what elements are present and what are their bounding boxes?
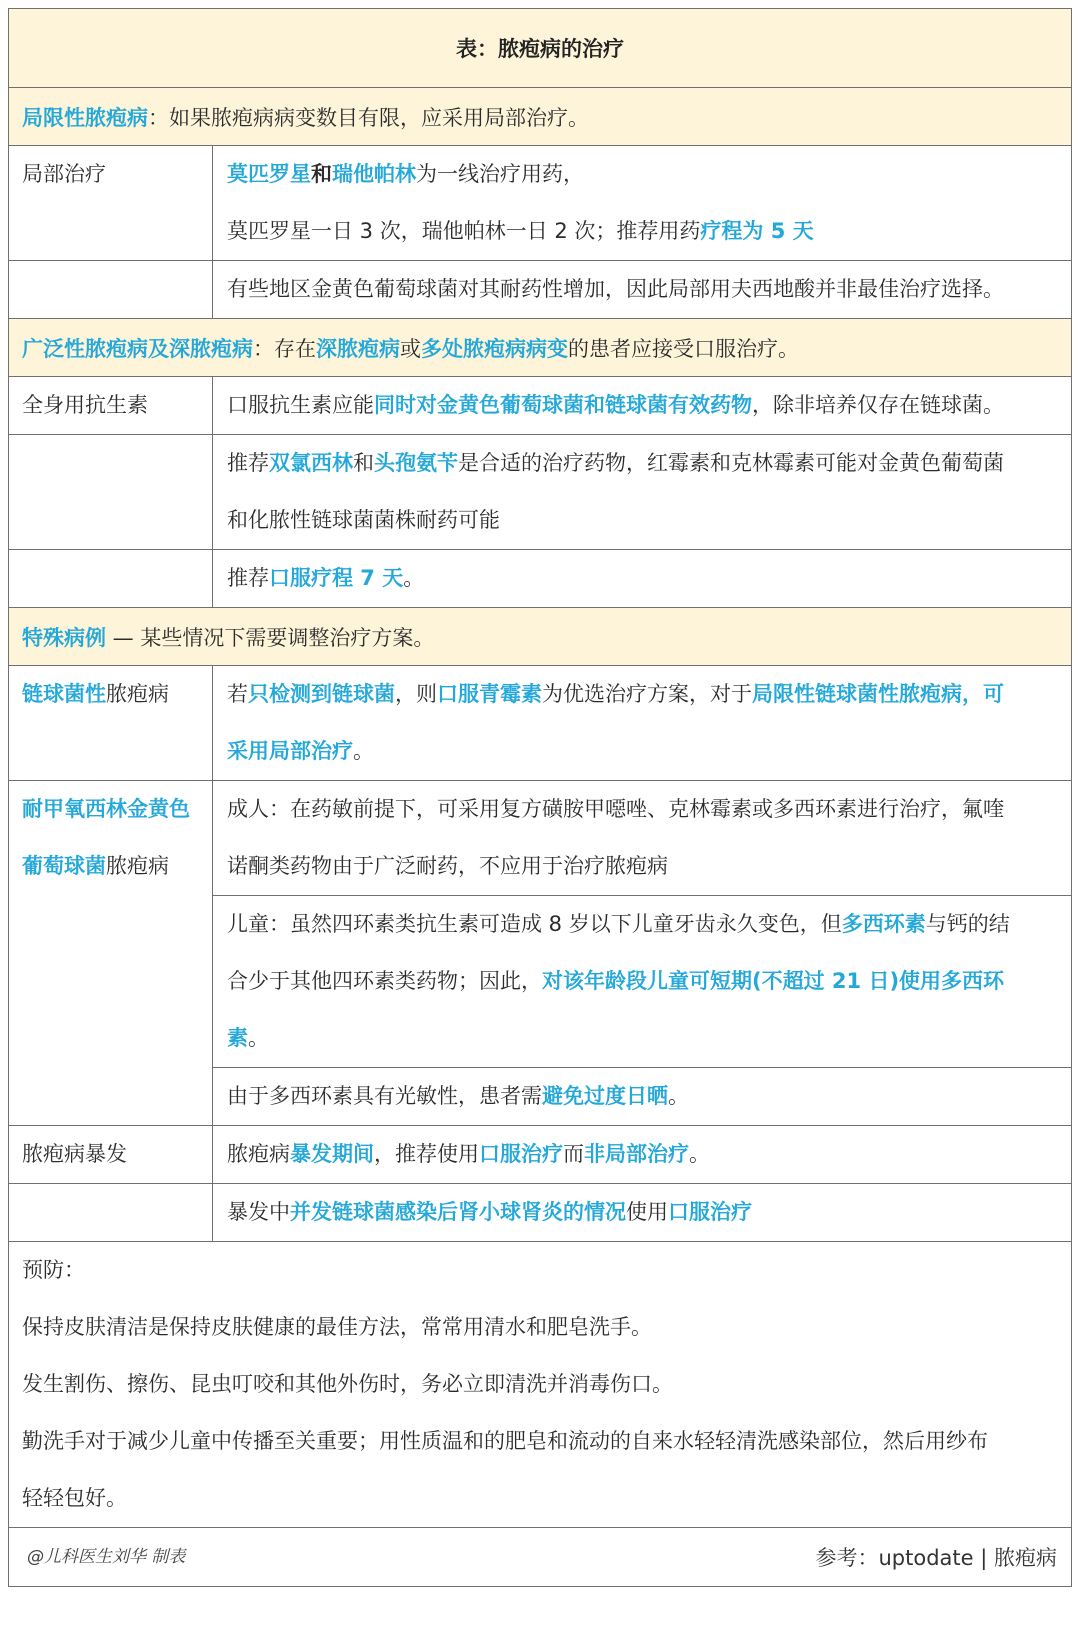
text: 的患者应接受口服治疗。 (568, 336, 799, 361)
highlight-text: 暴发期间 (290, 1142, 374, 1166)
row-content (213, 435, 1072, 550)
row-content (213, 261, 1072, 319)
text: 是合适的治疗药物，红霉素和克林霉素可能对金黄色葡萄菌 (458, 451, 1004, 475)
text: 若 (227, 682, 248, 706)
highlight-text: 耐甲氧西林金黄色 (22, 797, 190, 821)
text: 和 (353, 451, 374, 475)
highlight-text: 深脓疱病 (316, 336, 400, 361)
highlight-text: 口服治疗 (479, 1142, 563, 1166)
section-header (9, 88, 1072, 146)
text: 由于多西环素具有光敏性，患者需 (227, 1084, 542, 1108)
row-label (9, 377, 213, 435)
section-text: ：如果脓疱病病变数目有限，应采用局部治疗。 (148, 105, 589, 130)
row-mrsa-1 (9, 781, 1072, 896)
highlight-text: 疗程为 5 天 (700, 219, 814, 243)
text: 。 (248, 1026, 269, 1050)
prevention-title: 预防： (22, 1258, 85, 1282)
text: — 某些情况下需要调整治疗方案。 (106, 625, 435, 650)
text (227, 1126, 1063, 1183)
text: 局部治疗 (22, 162, 106, 186)
section-header (9, 608, 1072, 666)
row-content (213, 146, 1072, 261)
treatment-table (8, 8, 1072, 1587)
section-label: 局限性脓疱病 (22, 105, 148, 130)
reference: 参考：uptodate | 脓疱病 (815, 1546, 1057, 1570)
highlight-text: 非局部治疗 (584, 1142, 689, 1166)
text: 与钙的结 (925, 912, 1010, 936)
author-credit: @儿科医生刘华 制表 (27, 1547, 186, 1567)
highlight-text: 避免过度日晒 (542, 1084, 668, 1108)
text (227, 723, 1063, 780)
text: 推荐 (227, 566, 269, 590)
text (227, 550, 1063, 607)
row-systemic-2 (9, 435, 1072, 550)
highlight-text: 对该年龄段儿童可短期(不超过 21 日)使用多西环 (542, 969, 1005, 993)
text (227, 666, 1063, 723)
row-content (213, 781, 1072, 896)
row-content (213, 1184, 1072, 1242)
highlight-text: 葡萄球菌 (22, 854, 106, 878)
prevention-section (9, 1242, 1072, 1528)
highlight-text: 素 (227, 1026, 248, 1050)
row-content (213, 377, 1072, 435)
text: 有些地区金黄色葡萄球菌对其耐药性增加，因此局部用夫西地酸并非最佳治疗选择。 (227, 277, 1004, 301)
highlight-text: 瑞他帕林 (332, 162, 416, 186)
row-label (9, 1126, 213, 1184)
prevention-item: 勤洗手对于减少儿童中传播至关重要；用性质温和的肥皂和流动的自来水轻轻清洗感染部位，然后用纱布 (22, 1429, 988, 1453)
row-content (213, 666, 1072, 781)
row-label (9, 146, 213, 261)
text: 和 (311, 162, 332, 186)
text: 脓疱病 (106, 682, 169, 706)
text: ，推荐使用 (374, 1142, 479, 1166)
highlight-text: 口服疗程 7 天 (269, 566, 404, 590)
highlight-text: 口服青霉素 (437, 682, 542, 706)
row-systemic-3 (9, 550, 1072, 608)
highlight-text: 头孢氨苄 (374, 451, 458, 475)
highlight-text: 口服治疗 (668, 1200, 752, 1224)
row-label (9, 666, 213, 781)
text: 和化脓性链球菌菌株耐药可能 (227, 508, 500, 532)
text: 。 (689, 1142, 710, 1166)
highlight-text: 双氯西林 (269, 451, 353, 475)
text (22, 838, 212, 895)
treatment-table-container (8, 8, 1071, 1587)
highlight-text: 同时对金黄色葡萄球菌和链球菌有效药物 (374, 393, 752, 417)
footer-row (9, 1528, 1072, 1587)
text: 推荐 (227, 451, 269, 475)
section-special (9, 608, 1072, 666)
text (227, 146, 1063, 203)
text: 成人：在药敏前提下，可采用复方磺胺甲噁唑、克林霉素或多西环素进行治疗，氟喹 (227, 797, 1004, 821)
row-systemic-1 (9, 377, 1072, 435)
text: ，除非培养仅存在链球菌。 (752, 393, 1004, 417)
highlight-text: 莫匹罗星 (227, 162, 311, 186)
row-flare-2 (9, 1184, 1072, 1242)
text: 暴发中 (227, 1200, 290, 1224)
text: 。 (353, 739, 374, 763)
highlight-text: 多处脓疱病病变 (421, 336, 568, 361)
text (227, 896, 1063, 953)
prevention-item: 轻轻包好。 (22, 1486, 127, 1510)
row-local-2 (9, 261, 1072, 319)
text: 为优选治疗方案，对于 (542, 682, 752, 706)
text: 或 (400, 336, 421, 361)
row-content (213, 896, 1072, 1068)
text (22, 781, 212, 838)
text: 使用 (626, 1200, 668, 1224)
highlight-text: 广泛性脓疱病及深脓疱病 (22, 336, 253, 361)
row-content (213, 1126, 1072, 1184)
text: 诺酮类药物由于广泛耐药，不应用于治疗脓疱病 (227, 854, 668, 878)
row-content (213, 550, 1072, 608)
row-label (9, 781, 213, 1126)
section-localized (9, 88, 1072, 146)
section-header (9, 319, 1072, 377)
text: 。 (668, 1084, 689, 1108)
text: 脓疱病暴发 (22, 1142, 127, 1166)
text: 而 (563, 1142, 584, 1166)
highlight-text: 局限性链球菌性脓疱病，可 (752, 682, 1004, 706)
text (22, 666, 212, 723)
prevention-item: 保持皮肤清洁是保持皮肤健康的最佳方法，常常用清水和肥皂洗手。 (22, 1315, 652, 1339)
prevention-item: 发生割伤、擦伤、昆虫叮咬和其他外伤时，务必立即清洗并消毒伤口。 (22, 1372, 673, 1396)
table-title: 表：脓疱病的治疗 (9, 9, 1072, 88)
text: 脓疱病 (106, 854, 169, 878)
text: ，则 (395, 682, 437, 706)
text: 脓疱病 (227, 1142, 290, 1166)
text: 口服抗生素应能 (227, 393, 374, 417)
text (227, 377, 1063, 434)
text (227, 435, 1063, 492)
text: 莫匹罗星一日 3 次，瑞他帕林一日 2 次；推荐用药 (227, 219, 701, 243)
section-extensive (9, 319, 1072, 377)
highlight-text: 只检测到链球菌 (248, 682, 395, 706)
row-strep (9, 666, 1072, 781)
row-flare-1 (9, 1126, 1072, 1184)
prevention-row (9, 1242, 1072, 1528)
text: 。 (403, 566, 425, 590)
text: 合少于其他四环素类药物；因此， (227, 969, 542, 993)
highlight-text: 采用局部治疗 (227, 739, 353, 763)
highlight-text: 并发链球菌感染后肾小球肾炎的情况 (290, 1200, 626, 1224)
row-local-1 (9, 146, 1072, 261)
text: 儿童：虽然四环素类抗生素可造成 8 岁以下儿童牙齿永久变色，但 (227, 912, 842, 936)
text (227, 1184, 1063, 1241)
text (227, 1068, 1063, 1125)
text: ：存在 (253, 336, 316, 361)
text: 为一线治疗用药， (416, 162, 584, 186)
text: 全身用抗生素 (22, 393, 148, 417)
footer (9, 1528, 1072, 1587)
text (227, 1010, 1063, 1067)
text (227, 203, 1063, 260)
text (227, 953, 1063, 1010)
highlight-text: 特殊病例 (22, 625, 106, 650)
highlight-text: 链球菌性 (22, 682, 106, 706)
title-row (9, 9, 1072, 88)
row-content (213, 1068, 1072, 1126)
highlight-text: 多西环素 (841, 912, 926, 936)
